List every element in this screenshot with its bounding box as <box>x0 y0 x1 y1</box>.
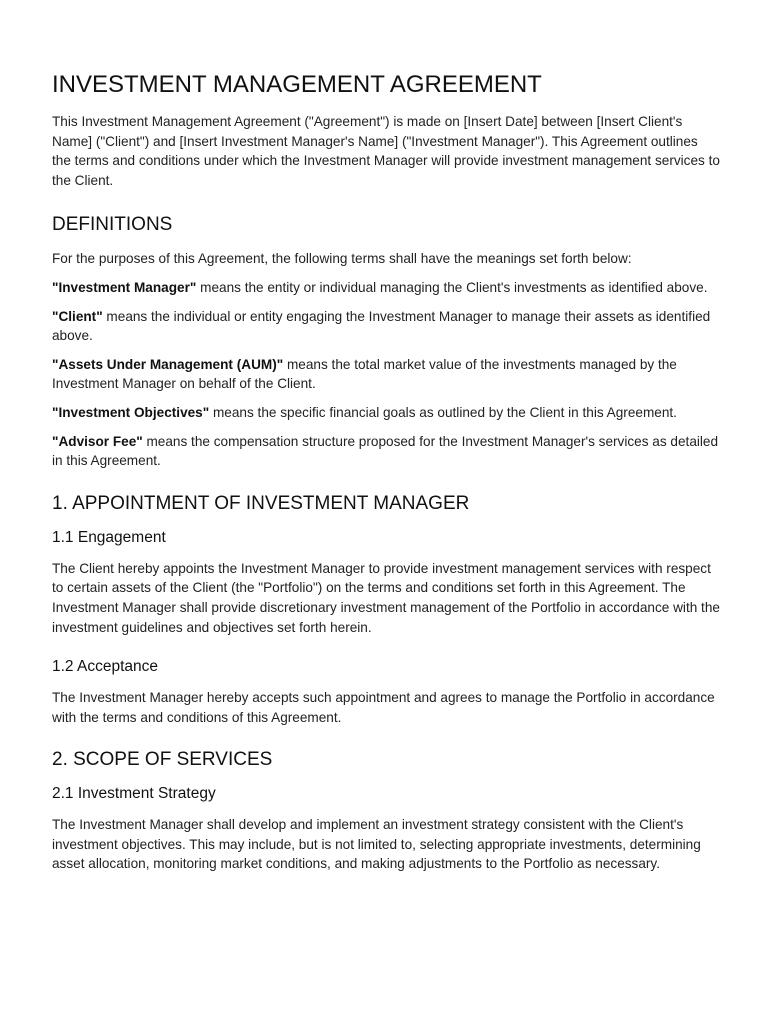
section-1-heading: 1. APPOINTMENT OF INVESTMENT MANAGER <box>52 492 470 514</box>
definition-item <box>52 278 720 298</box>
definitions-heading: DEFINITIONS <box>52 214 173 236</box>
definition-term: "Advisor Fee" <box>52 433 143 449</box>
definition-term: "Investment Manager" <box>52 279 197 295</box>
definition-item <box>52 403 720 423</box>
section-1-2-text: The Investment Manager hereby accepts such appointment and agrees to manage the Portfolio in accordance with the terms and conditions of this Agreement. <box>52 690 715 725</box>
section-1-1-heading: 1.1 Engagement <box>52 528 166 546</box>
intro-paragraph: This Investment Management Agreement ("Agreement") is made on [Insert Date] between [Insert Client's Name] ("Client") and [Insert Investment Manager's Name] ("Investment Manager"). This Agreement outlines the terms and conditions under which the Investment Manager will provide investment management services to the Client. <box>52 114 720 188</box>
definition-term: "Assets Under Management (AUM)" <box>52 356 284 372</box>
section-2-heading: 2. SCOPE OF SERVICES <box>52 749 273 771</box>
section-2-1-text: The Investment Manager shall develop and implement an investment strategy consistent with the Client's investment objectives. This may include, but is not limited to, selecting appropriate investments, determining asset allocation, monitoring market conditions, and making adjustments to the Portfolio as necessary. <box>52 817 701 872</box>
definition-text: means the compensation structure proposed for the Investment Manager's services as detailed in this Agreement. <box>52 433 719 469</box>
definition-text: means the entity or individual managing the Client's investments as identified above. <box>196 279 708 295</box>
definition-item <box>52 355 720 394</box>
definition-text: means the specific financial goals as outlined by the Client in this Agreement. <box>209 404 677 420</box>
definition-item <box>52 432 720 471</box>
document-title: INVESTMENT MANAGEMENT AGREEMENT <box>52 71 542 98</box>
definitions-lead: For the purposes of this Agreement, the following terms shall have the meanings set forth below: <box>52 251 632 267</box>
definition-term: "Client" <box>52 308 103 324</box>
section-1-1-text: The Client hereby appoints the Investment Manager to provide investment management services with respect to certain assets of the Client (the "Portfolio") on the terms and conditions set forth in this Agreement. The Investment Manager shall provide discretionary investment management of the Portfolio in accordance with the investment guidelines and objectives set forth herein. <box>52 560 720 635</box>
definition-term: "Investment Objectives" <box>52 404 210 420</box>
definition-item <box>52 307 720 346</box>
definition-text: means the total market value of the investments managed by the Investment Manager on behalf of the Client. <box>52 356 677 392</box>
section-1-2-heading: 1.2 Acceptance <box>52 658 158 676</box>
definition-text: means the individual or entity engaging the Investment Manager to manage their assets as identified above. <box>52 308 711 344</box>
section-2-1-heading: 2.1 Investment Strategy <box>52 785 216 803</box>
